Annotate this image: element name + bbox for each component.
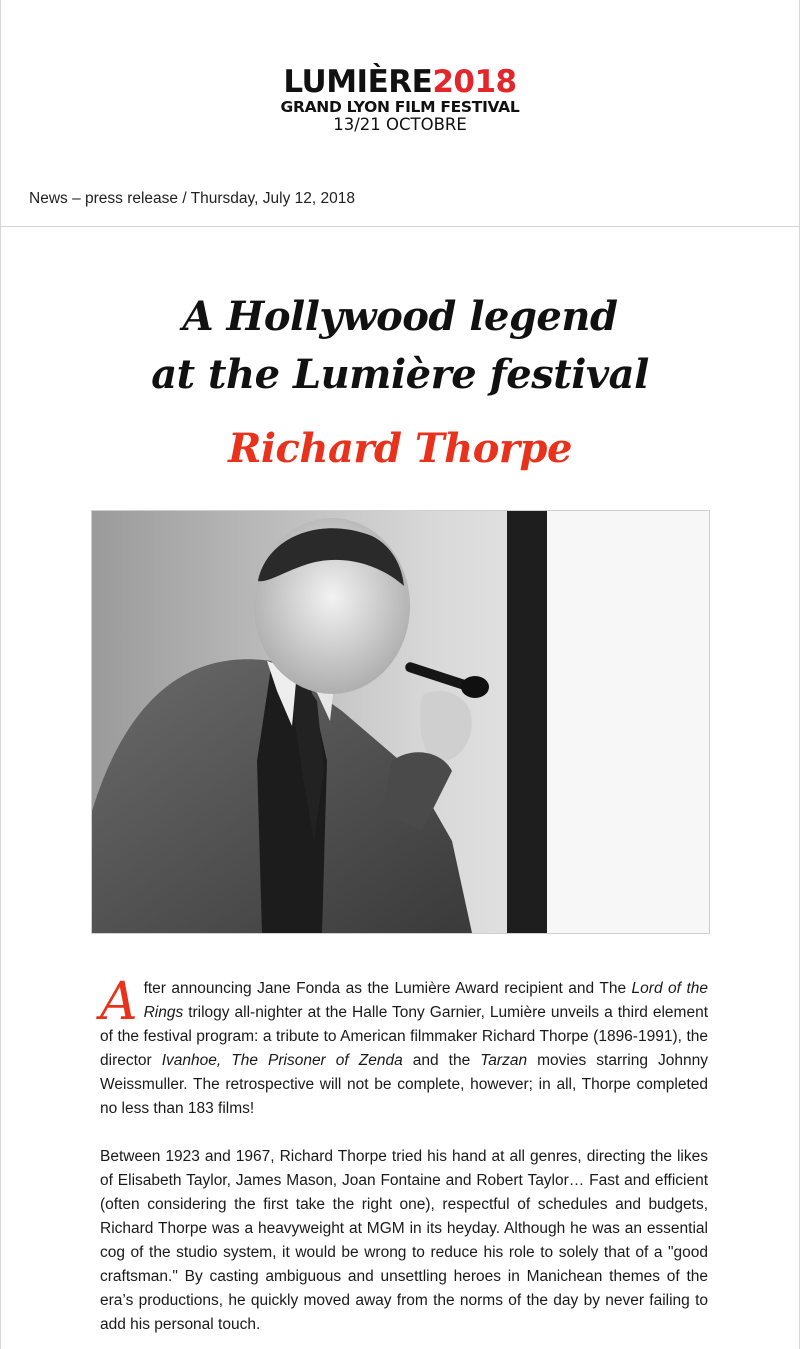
subheadline: Richard Thorpe <box>228 425 572 472</box>
paragraph1-title-tarzan: Tarzan <box>480 1052 528 1069</box>
logo-subtitle: GRAND LYON FILM FESTIVAL <box>280 98 520 116</box>
festival-logo <box>0 66 800 134</box>
logo-title <box>0 66 800 98</box>
paragraph1-text-1: fter announcing Jane Fonda as the Lumière Award recipient and The <box>143 980 632 997</box>
logo-year: 2018 <box>432 64 517 100</box>
logo-word: LUMIÈRE <box>283 64 433 100</box>
logo-dates: 13/21 OCTOBRE <box>333 115 467 134</box>
release-line: News – press release / Thursday, July 12, 2018 <box>29 190 355 207</box>
paragraph1-text-3: and the <box>402 1052 481 1069</box>
paragraph1-text-4: movies starring Johnny Weissmuller. The retrospective will not be complete, however; in all, Thorpe completed no less than 183 films! <box>100 1052 708 1117</box>
headline-line-2: at the Lumière festival <box>151 351 649 398</box>
drop-cap: A <box>100 972 138 1032</box>
article-paragraph-1 <box>100 972 709 1121</box>
headline-line-1: A Hollywood legend <box>182 293 618 340</box>
paragraph1-title-lotr: Lord of the Rings <box>143 980 709 1021</box>
paragraph1-title-ivanhoe: Ivanhoe, The Prisoner of Zenda <box>161 1052 403 1069</box>
article-paragraph-2: Between 1923 and 1967, Richard Thorpe tried his hand at all genres, directing the likes of Elisabeth Taylor, James Mason, Joan Fontaine and Robert Taylor… Fast and efficient (often considering the first take the right one), respectful of schedules and budgets, Richard Thorpe was a heavyweight at MGM in its heyday. Although he was an essential cog of the studio system, it would be wrong to reduce his role to solely that of a "good craftsman." By casting ambiguous and unsettling heroes in Manichean themes of the era’s productions, he quickly moved away from the norms of the day by never failing to add his personal touch. <box>100 1148 708 1333</box>
headline <box>0 288 800 404</box>
portrait-illustration <box>92 511 709 933</box>
paragraph1-text-2: trilogy all-nighter at the Halle Tony Garnier, Lumière unveils a third element of the festival program: a tribute to American filmmaker Richard Thorpe (1896-1991), the director <box>100 1004 708 1069</box>
header-divider <box>0 226 800 227</box>
portrait-photo <box>91 510 710 934</box>
